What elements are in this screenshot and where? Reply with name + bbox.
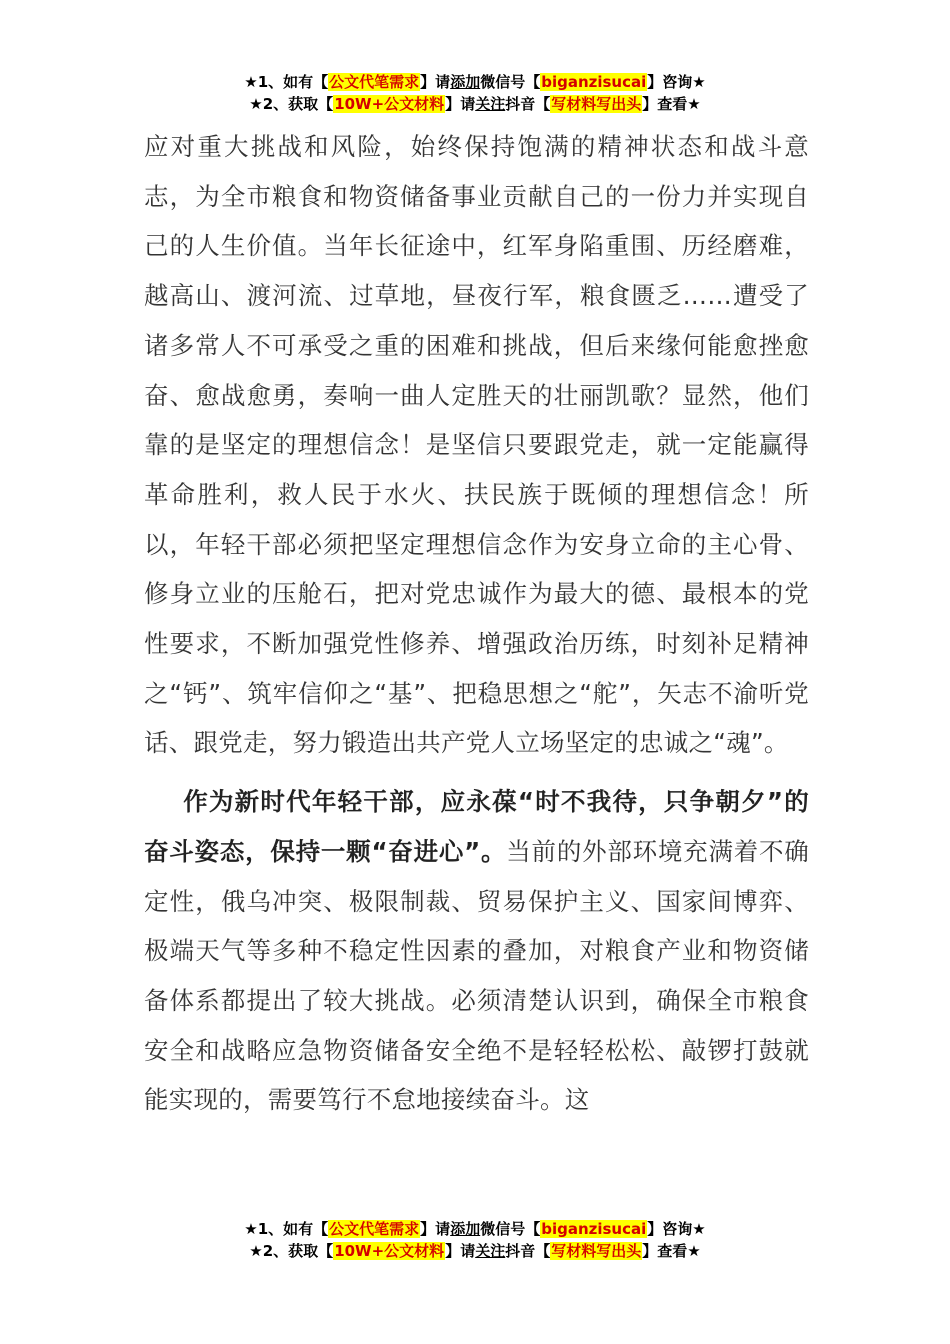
header-line-2 (0, 93, 950, 115)
header-line-1-prefix: ★1、如有【 (244, 73, 329, 91)
footer-line-1 (0, 1218, 950, 1240)
footer-line-2-highlight-douyin: 写材料写出头 (551, 1242, 642, 1260)
footer-line-1-highlight-wechat: biganzisucai (541, 1220, 647, 1238)
footer-line-1-suffix: 】咨询★ (647, 1220, 706, 1238)
header-line-2-mid2: 抖音【 (505, 95, 551, 113)
paragraph-2-lead-sentence: 作为新时代年轻干部，应永葆“时不我待，只争朝夕”的奋斗姿态，保持一颗“奋进心”。 (144, 787, 809, 866)
body-paragraph-1: 应对重大挑战和风险，始终保持饱满的精神状态和战斗意志，为全市粮食和物资储备事业贡献自己的一份力并实现自己的人生价值。当年长征途中，红军身陷重围、历经磨难，越高山、渡河流、过草地，昼夜行军，粮食匮乏……遭受了诸多常人不可承受之重的困难和挑战，但后来缘何能愈挫愈奋、愈战愈勇，奏响一曲人定胜天的壮丽凯歌？显然，他们靠的是坚定的理想信念！是坚信只要跟党走，就一定能赢得革命胜利，救人民于水火、扶民族于既倾的理想信念！所以，年轻干部必须把坚定理想信念作为安身立命的主心骨、修身立业的压舱石，把对党忠诚作为最大的德、最根本的党性要求，不断加强党性修养、增强政治历练，时刻补足精神之“钙”、筑牢信仰之“基”、把稳思想之“舵”，矢志不渝听党话、跟党走，努力锻造出共产党人立场坚定的忠诚之“魂”。 (144, 132, 809, 758)
body-paragraph-2 (144, 777, 809, 1125)
footer-line-2-mid2: 抖音【 (505, 1242, 551, 1260)
header-line-2-suffix: 】查看★ (642, 95, 701, 113)
footer-line-2-highlight-materials: 10W+公文材料 (334, 1242, 445, 1260)
header-line-1-underlined: 添加 (450, 73, 481, 91)
header-line-1-mid2: 微信号【 (480, 73, 541, 91)
footer-line-1-prefix: ★1、如有【 (244, 1220, 329, 1238)
footer-line-1-mid2: 微信号【 (480, 1220, 541, 1238)
footer-line-2-mid: 】请 (445, 1242, 476, 1260)
footer-line-2-prefix: ★2、获取【 (249, 1242, 334, 1260)
header-line-2-prefix: ★2、获取【 (249, 95, 334, 113)
header-line-1-mid: 】请 (420, 73, 451, 91)
header-banner (0, 71, 950, 115)
header-line-2-highlight-douyin: 写材料写出头 (551, 95, 642, 113)
header-line-1-highlight-service: 公文代笔需求 (329, 73, 420, 91)
footer-line-1-highlight-service: 公文代笔需求 (329, 1220, 420, 1238)
header-line-2-mid: 】请 (445, 95, 476, 113)
paragraph-2-body-text: 当前的外部环境充满着不确定性，俄乌冲突、极限制裁、贸易保护主义、国家间博弈、极端天气等多种不稳定性因素的叠加，对粮食产业和物资储备体系都提出了较大挑战。必须清楚认识到，确保全市粮食安全和战略应急物资储备安全绝不是轻轻松松、敲锣打鼓就能实现的，需要笃行不怠地接续奋斗。这 (144, 836, 810, 1115)
footer-line-1-mid: 】请 (420, 1220, 451, 1238)
footer-line-2-suffix: 】查看★ (642, 1242, 701, 1260)
footer-line-2 (0, 1240, 950, 1262)
header-line-2-underlined: 关注 (475, 95, 506, 113)
header-line-1 (0, 71, 950, 93)
header-line-1-highlight-wechat: biganzisucai (541, 73, 647, 91)
footer-banner (0, 1218, 950, 1262)
footer-line-2-underlined: 关注 (475, 1242, 506, 1260)
header-line-2-highlight-materials: 10W+公文材料 (334, 95, 445, 113)
footer-line-1-underlined: 添加 (450, 1220, 481, 1238)
document-body (144, 122, 809, 1125)
header-line-1-suffix: 】咨询★ (647, 73, 706, 91)
